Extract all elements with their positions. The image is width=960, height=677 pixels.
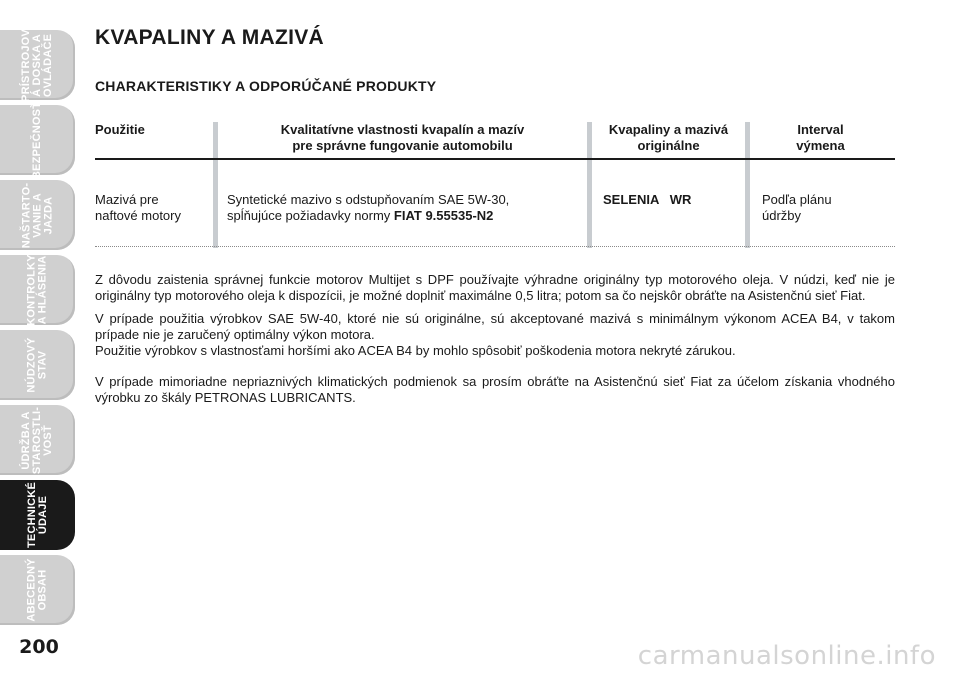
tab-label: NAŠTARTO- VANIE A JAZDA <box>20 182 54 248</box>
cell-use: Mazivá pre naftové motory <box>95 192 181 223</box>
tab-label: PRÍSTROJOV Á DOSKA A OVLÁDAČE <box>20 28 54 102</box>
main-content <box>95 26 895 405</box>
tab-bezpecnost[interactable] <box>0 101 75 179</box>
paragraph: Z dôvodu zaistenia správnej funkcie motorov Multijet s DPF používajte výhradne originálny typ motorového oleja. V núdzi, keď nie je originálny typ motorového oleja k dispozícii, je možné doplniť maximálne 0,5 litra; potom sa čo nejskôr obráťte na Asistenčnú sieť Fiat. <box>95 272 895 303</box>
header-rule <box>95 158 895 160</box>
tab-nastartovanie[interactable] <box>0 180 75 250</box>
tab-nudzovy-stav[interactable] <box>0 330 75 400</box>
column-divider <box>213 122 218 248</box>
paragraph: V prípade použitia výrobkov SAE 5W-40, ktoré nie sú originálne, sú akceptované mazivá s minimálnym výkonom ACEA B4, v takom prípade nie je zaručený optimálny výkon motora. <box>95 311 895 342</box>
cell-original: SELENIA WR <box>603 192 692 207</box>
tab-label: BEZPEČNOSŤ <box>31 101 43 179</box>
page-number: 200 <box>19 636 59 658</box>
bottom-rule <box>95 246 895 247</box>
tab-abecedny-obsah[interactable] <box>0 555 75 625</box>
column-divider <box>745 122 750 248</box>
paragraph: Použitie výrobkov s vlastnosťami horšími ako ACEA B4 by mohlo spôsobiť poškodenia motora nekryté zárukou. <box>95 343 736 358</box>
tab-kontrolky[interactable] <box>0 255 75 325</box>
body-text <box>95 272 895 413</box>
watermark: carmanualsonline.info <box>637 641 936 671</box>
section-subtitle: CHARAKTERISTIKY A ODPORÚČANÉ PRODUKTY <box>95 78 437 94</box>
tab-label: KONTROLKY A HLÁSENIA <box>25 254 49 326</box>
fluids-table <box>95 122 895 248</box>
tab-udrzba[interactable] <box>0 405 75 475</box>
header-original: Kvapaliny a mazivá originálne <box>608 122 729 153</box>
tab-pristrojova-doska[interactable] <box>0 30 75 100</box>
cell-interval: Podľa plánu údržby <box>762 192 832 223</box>
page-title: KVAPALINY A MAZIVÁ <box>95 26 325 49</box>
header-quality: Kvalitatívne vlastnosti kvapalín a mazív pre správne fungovanie automobilu <box>280 122 525 153</box>
tab-label: TECHNICKÉ ÚDAJE <box>25 482 49 548</box>
header-interval: Interval výmena <box>796 122 845 153</box>
tab-label: NÚDZOVÝ STAV <box>25 337 49 393</box>
tab-technicke-udaje[interactable] <box>0 480 75 550</box>
cell-quality <box>227 192 582 224</box>
quality-norm: FIAT 9.55535-N2 <box>393 208 494 223</box>
quality-text: Syntetické mazivo s odstupňovaním SAE 5W-30, spĺňujúce požiadavky normy <box>227 192 510 223</box>
paragraph: V prípade mimoriadne nepriaznivých klimatických podmienok sa prosím obráťte na Asistenčnú sieť Fiat za účelom získania vhodného výrobku zo škály PETRONAS LUBRICANTS. <box>95 374 895 405</box>
tab-label: ÚDRŽBA A STAROSTLI- VOSŤ <box>20 406 54 474</box>
tab-label: ABECEDNÝ OBSAH <box>25 558 49 622</box>
header-use: Použitie <box>95 122 145 137</box>
